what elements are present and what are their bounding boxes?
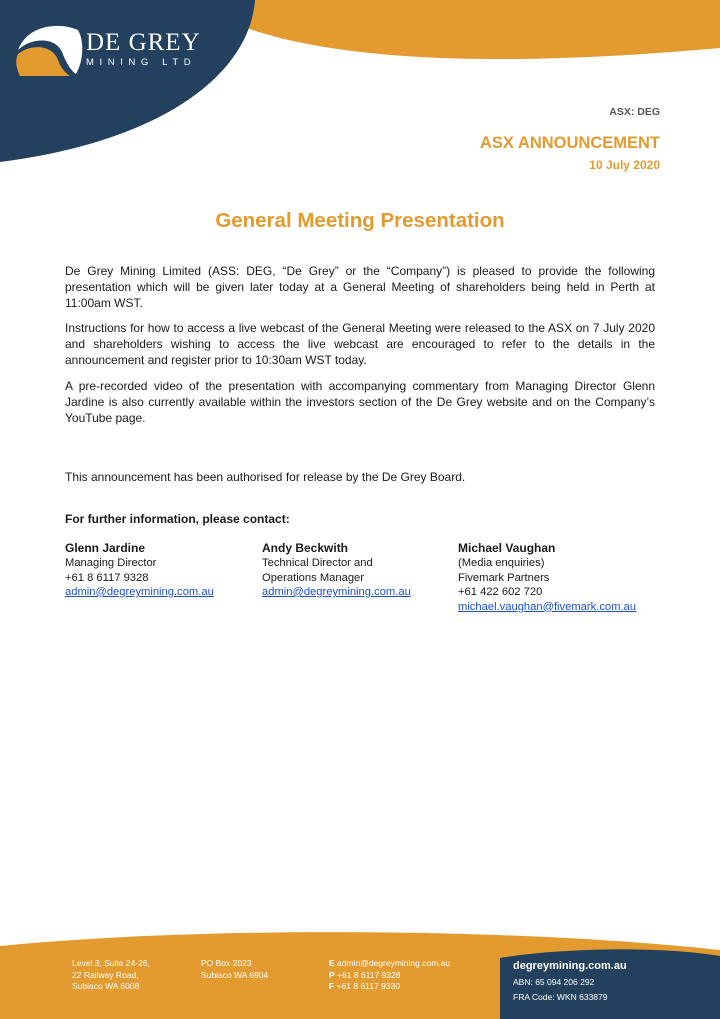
footer-contact-details [329,958,450,993]
contact-email-link[interactable]: admin@degreymining.com.au [65,586,214,598]
footer-email: admin@degreymining.com.au [337,958,451,968]
contact-heading: For further information, please contact: [65,512,290,526]
address-line: Level 3, Suite 24-26, [72,958,150,968]
document-title: General Meeting Presentation [215,209,505,232]
contact-role: (Media enquiries) [458,557,545,569]
paragraph-intro: De Grey Mining Limited (ASS: DEG, “De Grey” or the “Company”) is pleased to provide the following presentation which will be given later today at a General Meeting of shareholders being held in Perth at 11:00am WST. [65,264,655,310]
phone-label: P [329,969,335,980]
footer-abn: ABN: 65 094 206 292 [513,977,595,987]
header-gold-swoosh [190,0,720,59]
po-box-line: Subiaco WA 6904 [201,969,269,980]
asx-ticker: ASX: DEG [609,106,660,118]
contact-name: Michael Vaughan [458,541,556,555]
paragraph-video: A pre-recorded video of the presentation with accompanying commentary from Managing Director Glenn Jardine is also currently available within the investors section of the De Grey website and on the Company’s YouTube page. [65,379,655,425]
contact-phone: +61 422 602 720 [458,586,543,598]
paragraph-authorisation: This announcement has been authorised for release by the De Grey Board. [65,470,466,484]
header-navy-panel [0,0,255,162]
company-logo [86,30,201,69]
logo-wordmark: DE GREY [86,29,201,56]
footer-phone: +61 8 6117 9328 [337,969,401,980]
contact-email-link[interactable]: michael.vaughan@fivemark.com.au [458,600,637,613]
contact-name: Andy Beckwith [262,541,349,555]
paragraph-webcast: Instructions for how to access a live webcast of the General Meeting were released to the ASX on 7 July 2020 and shareholders wishing to access the live webcast are encouraged to refer to the details in the announcement and register prior to 10:30am WST today. [65,321,655,367]
footer-website: degreymining.com.au [513,960,627,972]
contact-role-continued: Operations Manager [262,571,364,584]
contact-glenn-jardine [65,541,265,600]
footer-fax: +61 8 6117 9330 [336,981,400,991]
contact-email-link[interactable]: admin@degreymining.com.au [262,586,411,598]
contact-andy-beckwith [262,541,462,600]
logo-tagline: MINING LTD [86,57,197,68]
contact-michael-vaughan [458,541,658,614]
announcement-date: 10 July 2020 [589,158,660,172]
address-line: 22 Railway Road, [72,969,139,980]
footer-address [72,958,150,993]
contact-name: Glenn Jardine [65,541,146,555]
fax-label: F [329,981,335,991]
announcement-heading: ASX ANNOUNCEMENT [480,134,660,152]
contact-role: Managing Director [65,557,157,569]
footer-fra-code: FRA Code: WKN 633879 [513,992,608,1002]
footer-po-box [201,958,268,981]
email-label: E [329,958,335,968]
contact-company: Fivemark Partners [458,571,550,584]
po-box-line: PO Box 2023 [201,958,252,968]
contact-role: Technical Director and [262,557,373,569]
contact-phone: +61 8 6117 9328 [65,571,149,584]
address-line: Subiaco WA 6008 [72,981,140,991]
